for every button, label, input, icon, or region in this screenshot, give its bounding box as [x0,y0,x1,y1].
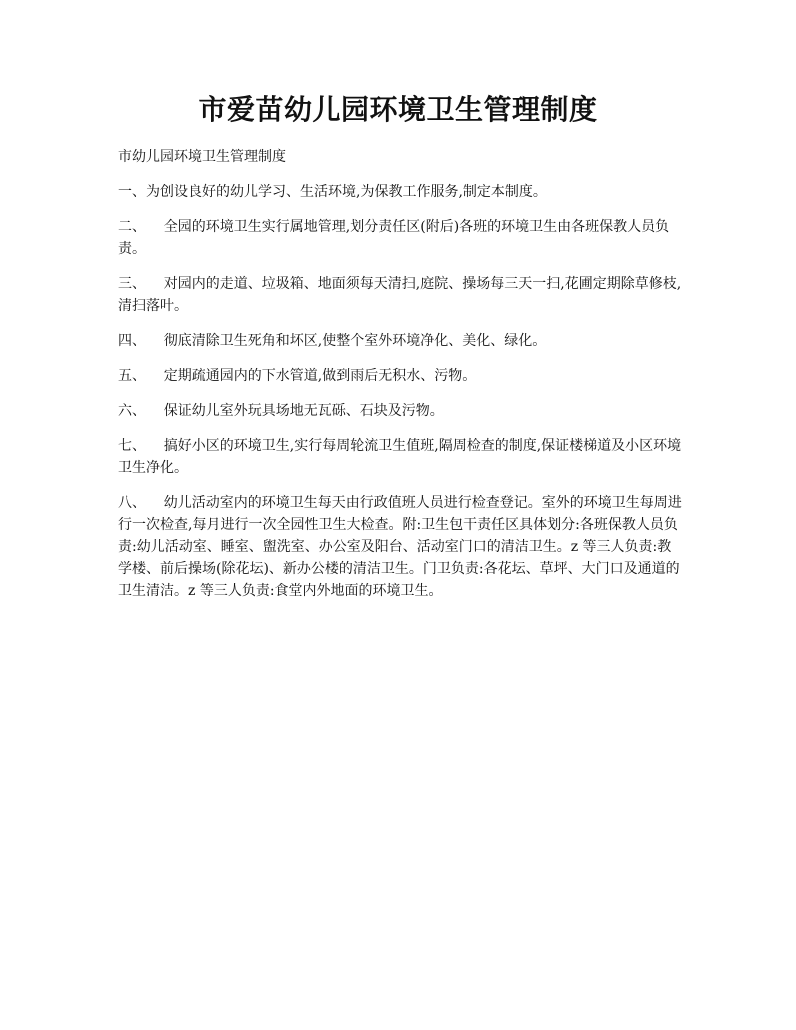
paragraph-item-7: 七、 搞好小区的环境卫生,实行每周轮流卫生值班,隔周检查的制度,保证楼梯道及小区环境卫生净化。 [118,438,682,476]
paragraph-item-5: 五、 定期疏通园内的下水管道,做到雨后无积水、污物。 [118,368,477,384]
paragraph-subtitle: 市幼儿园环境卫生管理制度 [118,149,286,165]
paragraph-item-3: 三、 对园内的走道、垃圾箱、地面须每天清扫,庭院、操场每三天一扫,花圃定期除草修枝,清扫落叶。 [118,276,682,314]
document-body [118,146,684,615]
paragraph-item-1: 一、为创设良好的幼儿学习、生活环境,为保教工作服务,制定本制度。 [118,184,547,200]
paragraph-item-2: 二、 全园的环境卫生实行属地管理,划分责任区(附后)各班的环境卫生由各班保教人员负责。 [118,219,670,257]
document-title: 市爱苗幼儿园环境卫生管理制度 [198,93,598,126]
paragraph-item-6: 六、 保证幼儿室外玩具场地无瓦砾、石块及污物。 [118,403,444,419]
paragraph-item-8: 八、 幼儿活动室内的环境卫生每天由行政值班人员进行检查登记。室外的环境卫生每周进行一次检查,每月进行一次全园性卫生大检查。附:卫生包干责任区具体划分:各班保教人员负责:幼儿活动室、睡室、盥洗室、办公室及阳台、活动室门口的清洁卫生。z 等三人负责:教学楼、前后操场(除花坛)、新办公楼的清洁卫生。门卫负责:各花坛、草坪、大门口及通道的卫生清洁。z 等三人负责:食堂内外地面的环境卫生。 [118,495,682,599]
paragraph-item-4: 四、 彻底清除卫生死角和坏区,使整个室外环境净化、美化、绿化。 [118,333,547,349]
